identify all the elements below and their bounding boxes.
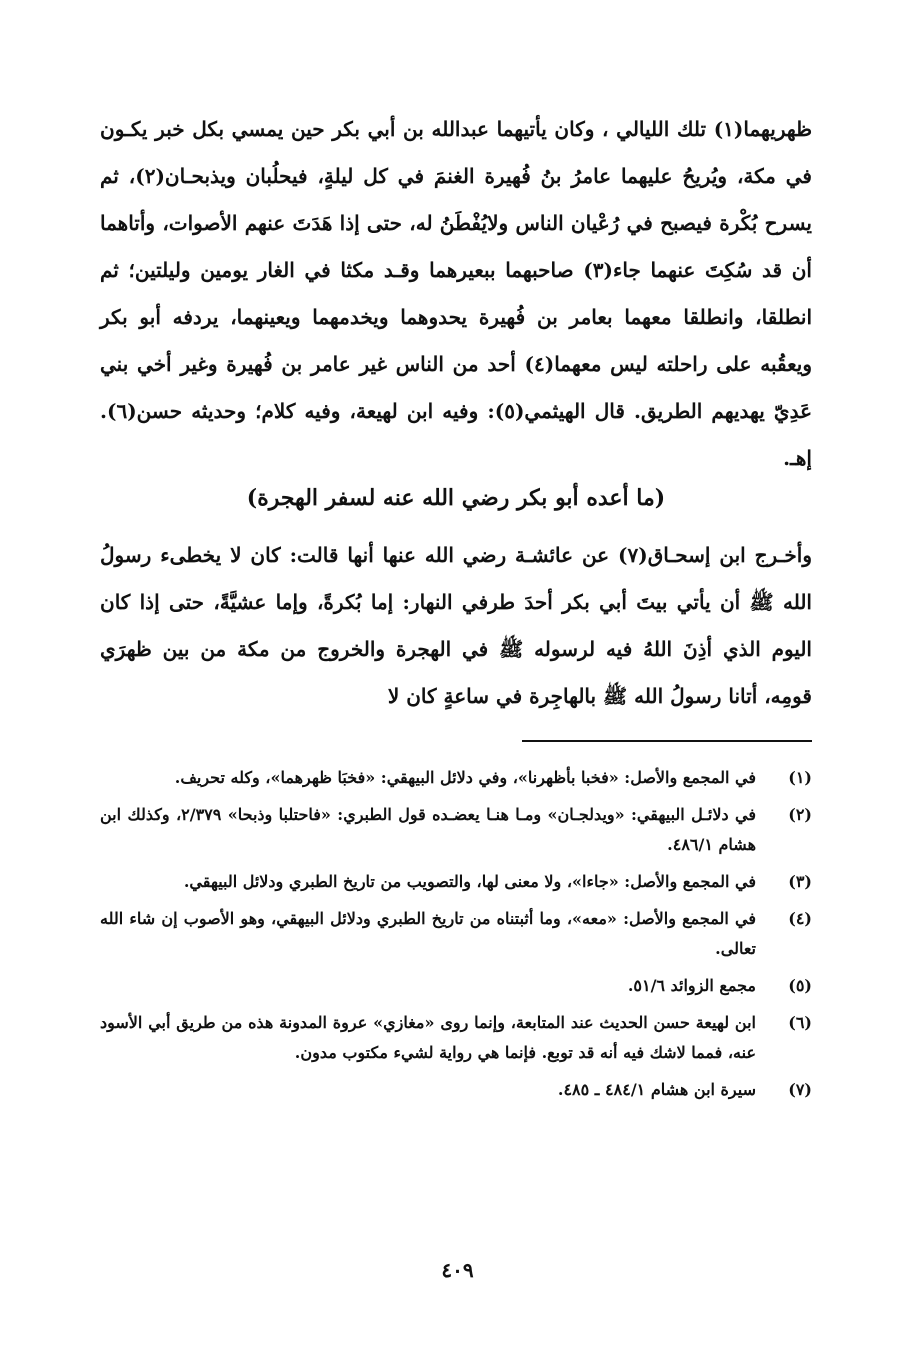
footnote-text: سيرة ابن هشام ٤٨٤/١ ـ ٤٨٥. bbox=[557, 1080, 756, 1099]
section-heading: (ما أعده أبو بكر رضي الله عنه لسفر الهجرة) bbox=[246, 485, 666, 511]
footnote-1 bbox=[100, 763, 812, 793]
footnote-7 bbox=[100, 1075, 812, 1105]
footnote-number: (٣) bbox=[788, 872, 812, 891]
footnote-number: (٤) bbox=[788, 909, 812, 928]
paragraph-2: وأخـرج ابن إسحـاق(٧) عن عائشـة رضي الله عنها أنها قالت: كان لا يخطىء رسولُ الله ﷺ أن يأتي بيتَ أبي بكر أحدَ طرفي النهار: إما بُكرةً، وإما عشيَّةً، حتى إذا كان اليوم الذي أذِنَ اللهُ فيه لرسوله ﷺ في الهجرة والخروج من مكة من بين ظهرَي قومِه، أتانا رسولُ الله ﷺ بالهاجِرة في ساعةٍ كان لا bbox=[100, 543, 812, 708]
body-text-top bbox=[100, 106, 812, 482]
footnote-number: (١) bbox=[788, 768, 812, 787]
footnote-text: في المجمع والأصل: «جاءا»، ولا معنى لها، والتصويب من تاريخ الطبري ودلائل البيهقي. bbox=[183, 872, 756, 891]
paragraph-1: ظهريهما(١) تلك الليالي ، وكان يأتيهما عبدالله بن أبي بكر حين يمسي بكل خبر يكـون في مكة، ويُريحُ عليهما عامرُ بنُ فُهيرة الغنمَ في كل ليلةٍ، فيحلُبان ويذبحـان(٢)، ثم يسرح بُكْرة فيصبح في رُعْيان الناس ولايُفْطَنُ له، حتى إذا هَدَتَ عنهم الأصوات، وأتاهما أن قد سُكِتَ عنهما جاء(٣) صاحبهما ببعيرهما وقـد مكثا في الغار يومين وليلتين؛ ثم انطلقا، وانطلقا معهما بعامر بن فُهيرة يحدوهما ويخدمهما ويعينهما، يردفه أبو بكر ويعقُبه على راحلته ليس معهما(٤) أحد من الناس غير عامر بن فُهيرة وغير أخي بني عَدِيّ يهديهم الطريق. قال الهيثمي(٥): وفيه ابن لهيعة، وفيه كلام؛ وحديثه حسن(٦). إهـ. bbox=[100, 117, 812, 470]
footnote-divider bbox=[522, 740, 812, 742]
footnote-number: (٥) bbox=[788, 976, 812, 995]
footnote-text: مجمع الزوائد ٥١/٦. bbox=[627, 976, 756, 995]
footnote-text: ابن لهيعة حسن الحديث عند المتابعة، وإنما روى «مغازي» عروة المدونة هذه من طريق أبي الأسود عنه، فمما لاشك فيه أنه قد توبع. فإنما هي رواية لشيء مكتوب مدون. bbox=[100, 1013, 756, 1062]
page-number: ٤٠٩ bbox=[441, 1258, 474, 1282]
footnote-2 bbox=[100, 800, 812, 860]
footnote-number: (٧) bbox=[788, 1080, 812, 1099]
footnote-number: (٢) bbox=[788, 805, 812, 824]
footnote-5 bbox=[100, 971, 812, 1001]
footnote-6 bbox=[100, 1008, 812, 1068]
footnote-text: في دلائـل البيهقي: «ويدلجـان» ومـا هنـا يعضـده قول الطبري: «فاحتلبا وذبحا» ٢/٣٧٩، وكذلك ابن هشام ٤٨٦/١. bbox=[100, 805, 756, 854]
footnote-text: في المجمع والأصل: «فخبا بأظهرنا»، وفي دلائل البيهقي: «فخبَا ظهرهما»، وكله تحريف. bbox=[174, 768, 756, 787]
body-text-bottom bbox=[100, 532, 812, 720]
footnote-4 bbox=[100, 904, 812, 964]
footnotes-list bbox=[100, 763, 812, 1112]
footnote-text: في المجمع والأصل: «معه»، وما أثبتناه من تاريخ الطبري ودلائل البيهقي، وهو الأصوب إن شاء الله تعالى. bbox=[100, 909, 756, 958]
footnote-number: (٦) bbox=[788, 1013, 812, 1032]
footnote-3 bbox=[100, 867, 812, 897]
